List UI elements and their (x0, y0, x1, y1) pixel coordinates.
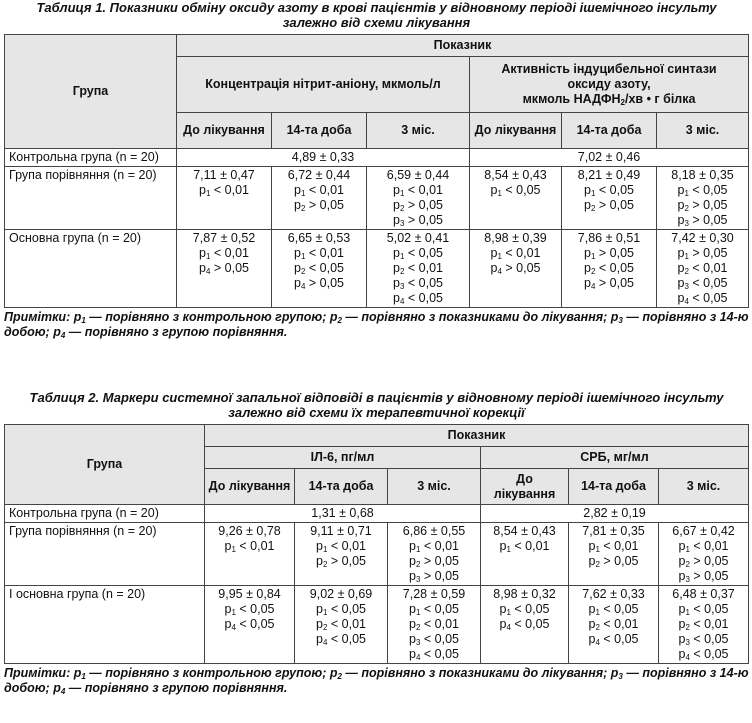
p-value: $p_3 > 0,05$ (677, 213, 728, 228)
value-cell (272, 230, 367, 308)
mean-value: 5,02 ± 0,41 (386, 231, 450, 245)
table1-metric1-header: Концентрація нітрит-аніону, мкмоль/л (177, 57, 470, 113)
table2-caption: Таблиця 2. Маркери системної запальної відповіді в пацієнтів у відновному періоді ішемічного інсульту залежно від схеми їх терапевтичної корекції (29, 390, 724, 420)
value-cell (659, 523, 749, 586)
value-cell (569, 586, 659, 664)
p-value: $p_3 < 0,05$ (677, 276, 728, 291)
value-cell (295, 523, 388, 586)
table2-col-header-5: 3 міс. (659, 469, 749, 505)
mean-value: 7,62 ± 0,33 (582, 587, 645, 601)
p-value: $p_1 < 0,05$ (393, 246, 443, 261)
p-value: $p_1 < 0,01$ (409, 539, 459, 554)
table-row (5, 586, 749, 664)
value-cell (569, 523, 659, 586)
table1-caption: Таблиця 1. Показники обміну оксиду азоту в крові пацієнтів у відновному періоді ішемічного інсульту залежно від схеми лікування (36, 0, 717, 30)
p-value: $p_1 < 0,05$ (490, 183, 541, 198)
p-value: $p_1 < 0,05$ (224, 602, 275, 617)
p-value: $p_1 < 0,01$ (199, 183, 249, 198)
mean-value: 9,02 ± 0,69 (309, 587, 373, 601)
p-value: $p_4 < 0,05$ (393, 291, 443, 306)
note-item: $p_3$ — порівняно з 14-ю добою; (4, 666, 749, 695)
value-cell (481, 523, 569, 586)
p-value: $p_1 < 0,05$ (409, 602, 459, 617)
table1 (4, 34, 749, 308)
p-value: $p_1 < 0,01$ (588, 539, 639, 554)
control-value: 1,31 ± 0,68 (205, 505, 481, 523)
p-value: $p_2 < 0,05$ (294, 261, 344, 276)
mean-value: 8,54 ± 0,43 (493, 524, 556, 538)
p-value: $p_1 < 0,01$ (499, 539, 550, 554)
p-value: $p_2 < 0,01$ (588, 617, 639, 632)
p-value: $p_4 < 0,05$ (224, 617, 275, 632)
value-cell (657, 230, 749, 308)
value-cell (659, 586, 749, 664)
control-value: 7,02 ± 0,46 (470, 149, 749, 167)
p-value: $p_1 > 0,05$ (584, 246, 634, 261)
value-cell (295, 586, 388, 664)
p-value: $p_2 > 0,05$ (316, 554, 366, 569)
value-cell (470, 230, 562, 308)
p-value: $p_1 < 0,01$ (199, 246, 249, 261)
value-cell (272, 167, 367, 230)
value-cell (388, 523, 481, 586)
table1-note: Примітки: $p_1$ — порівняно з контрольною групою; $p_2$ — порівняно з показниками до лікування; $p_3$ — порівняно з 14-ю добою; $p_4$ — порівняно з групою порівняння. (4, 310, 749, 340)
note-item: $p_4$ — порівняно з групою порівняння. (53, 681, 288, 696)
note-item: $p_1$ — порівняно з контрольною групою; (73, 310, 327, 325)
p-value: $p_4 > 0,05$ (199, 261, 249, 276)
value-cell (367, 230, 470, 308)
p-value: $p_2 > 0,05$ (584, 198, 634, 213)
p-value: $p_1 < 0,01$ (294, 183, 344, 198)
value-cell (470, 167, 562, 230)
table2-metric1-header: ІЛ-6, пг/мл (205, 447, 481, 469)
p-value: $p_4 > 0,05$ (490, 261, 541, 276)
group-label: І основна група (n = 20) (5, 586, 205, 664)
table2 (4, 424, 749, 664)
p-value: $p_1 < 0,05$ (588, 602, 639, 617)
value-cell (177, 230, 272, 308)
p-value: $p_2 < 0,01$ (678, 617, 729, 632)
value-cell (388, 586, 481, 664)
value-cell (205, 586, 295, 664)
table1-metric2-header: Активність індуцибельної синтази оксиду азоту, мкмоль $НАДФН_2/хв$ • г білка (470, 57, 749, 113)
control-value: 2,82 ± 0,19 (481, 505, 749, 523)
table1-col-header-3: До лікування (470, 113, 562, 149)
p-value: $p_3 < 0,05$ (678, 632, 729, 647)
mean-value: 9,11 ± 0,71 (310, 524, 372, 538)
value-cell (367, 167, 470, 230)
p-value: $p_1 < 0,05$ (678, 602, 729, 617)
note-item: $p_1$ — порівняно з контрольною групою; (73, 666, 327, 681)
mean-value: 7,11 ± 0,47 (193, 168, 255, 182)
table-row (5, 230, 749, 308)
p-value: $p_2 > 0,05$ (393, 198, 443, 213)
mean-value: 7,28 ± 0,59 (402, 587, 466, 601)
mean-value: 7,87 ± 0,52 (192, 231, 256, 245)
p-value: $p_4 > 0,05$ (584, 276, 634, 291)
p-value: $p_1 < 0,01$ (393, 183, 443, 198)
table2-col-header-4: 14-та доба (569, 469, 659, 505)
value-cell (481, 586, 569, 664)
p-value: $p_4 < 0,05$ (588, 632, 639, 647)
p-value: $p_3 < 0,05$ (393, 276, 443, 291)
table1-col-header-5: 3 міс. (657, 113, 749, 149)
value-cell (562, 230, 657, 308)
mean-value: 8,98 ± 0,39 (484, 231, 547, 245)
value-cell (177, 167, 272, 230)
control-row (5, 505, 749, 523)
group-label: Основна група (n = 20) (5, 230, 177, 308)
mean-value: 6,59 ± 0,44 (386, 168, 450, 182)
mean-value: 9,95 ± 0,84 (218, 587, 281, 601)
table1-col-header-4: 14-та доба (562, 113, 657, 149)
p-value: $p_2 < 0,05$ (584, 261, 634, 276)
p-value: $p_4 < 0,05$ (678, 647, 729, 662)
note-item: $p_2$ — порівняно з показниками до лікування; (329, 666, 608, 681)
value-cell (562, 167, 657, 230)
mean-value: 9,26 ± 0,78 (218, 524, 281, 538)
p-value: $p_4 < 0,05$ (499, 617, 550, 632)
table2-col-header-2: 3 міс. (388, 469, 481, 505)
table1-col-header-1: 14-та доба (272, 113, 367, 149)
table1-group-header: Група (5, 35, 177, 149)
mean-value: 6,48 ± 0,37 (672, 587, 735, 601)
mean-value: 8,98 ± 0,32 (493, 587, 556, 601)
p-value: $p_1 < 0,01$ (316, 539, 366, 554)
p-value: $p_2 > 0,05$ (588, 554, 639, 569)
mean-value: 6,72 ± 0,44 (287, 168, 351, 182)
p-value: $p_1 < 0,01$ (678, 539, 729, 554)
control-row (5, 149, 749, 167)
table1-indicator-header: Показник (177, 35, 749, 57)
note-item: $p_4$ — порівняно з групою порівняння. (53, 325, 288, 340)
table2-metric2-header: СРБ, мг/мл (481, 447, 749, 469)
p-value: $p_1 < 0,01$ (490, 246, 541, 261)
p-value: $p_2 > 0,05$ (678, 554, 729, 569)
table2-note: Примітки: $p_1$ — порівняно з контрольною групою; $p_2$ — порівняно з показниками до лікування; $p_3$ — порівняно з 14-ю добою; $p_4$ — порівняно з групою порівняння. (4, 666, 749, 696)
mean-value: 6,65 ± 0,53 (287, 231, 351, 245)
table1-col-header-0: До лікування (177, 113, 272, 149)
note-item: $p_3$ — порівняно з 14-ю добою; (4, 310, 749, 339)
note-item: $p_2$ — порівняно з показниками до лікування; (329, 310, 608, 325)
mean-value: 7,42 ± 0,30 (671, 231, 734, 245)
p-value: $p_2 < 0,01$ (409, 617, 459, 632)
group-label: Група порівняння (n = 20) (5, 167, 177, 230)
table2-indicator-header: Показник (205, 425, 749, 447)
control-value: 4,89 ± 0,33 (177, 149, 470, 167)
table2-group-header: Група (5, 425, 205, 505)
p-value: $p_1 < 0,05$ (677, 183, 728, 198)
p-value: $p_4 < 0,05$ (316, 632, 366, 647)
value-cell (205, 523, 295, 586)
table-row (5, 523, 749, 586)
table2-block (4, 390, 749, 696)
p-value: $p_2 > 0,05$ (409, 554, 459, 569)
p-value: $p_2 < 0,01$ (677, 261, 728, 276)
group-label: Контрольна група (n = 20) (5, 149, 177, 167)
mean-value: 6,67 ± 0,42 (672, 524, 735, 538)
p-value: $p_2 > 0,05$ (294, 198, 344, 213)
p-value: $p_3 > 0,05$ (409, 569, 459, 584)
p-value: $p_3 > 0,05$ (393, 213, 443, 228)
p-value: $p_2 < 0,01$ (393, 261, 443, 276)
mean-value: 6,86 ± 0,55 (402, 524, 466, 538)
p-value: $p_1 > 0,05$ (677, 246, 728, 261)
group-label: Група порівняння (n = 20) (5, 523, 205, 586)
value-cell (657, 167, 749, 230)
p-value: $p_3 < 0,05$ (409, 632, 459, 647)
table2-col-header-0: До лікування (205, 469, 295, 505)
p-value: $p_3 > 0,05$ (678, 569, 729, 584)
p-value: $p_4 < 0,05$ (409, 647, 459, 662)
table2-col-header-3: До лікування (481, 469, 569, 505)
p-value: $p_4 < 0,05$ (677, 291, 728, 306)
table1-col-header-2: 3 міс. (367, 113, 470, 149)
p-value: $p_1 < 0,05$ (584, 183, 634, 198)
table2-col-header-1: 14-та доба (295, 469, 388, 505)
p-value: $p_1 < 0,01$ (224, 539, 275, 554)
p-value: $p_1 < 0,05$ (316, 602, 366, 617)
p-value: $p_1 < 0,05$ (499, 602, 550, 617)
mean-value: 7,81 ± 0,35 (582, 524, 645, 538)
group-label: Контрольна група (n = 20) (5, 505, 205, 523)
p-value: $p_2 > 0,05$ (677, 198, 728, 213)
mean-value: 7,86 ± 0,51 (577, 231, 641, 245)
mean-value: 8,54 ± 0,43 (484, 168, 547, 182)
mean-value: 8,21 ± 0,49 (577, 168, 641, 182)
p-value: $p_2 < 0,01$ (316, 617, 366, 632)
p-value: $p_4 > 0,05$ (294, 276, 344, 291)
p-value: $p_1 < 0,01$ (294, 246, 344, 261)
table1-block (4, 0, 749, 340)
mean-value: 8,18 ± 0,35 (671, 168, 734, 182)
table-row (5, 167, 749, 230)
